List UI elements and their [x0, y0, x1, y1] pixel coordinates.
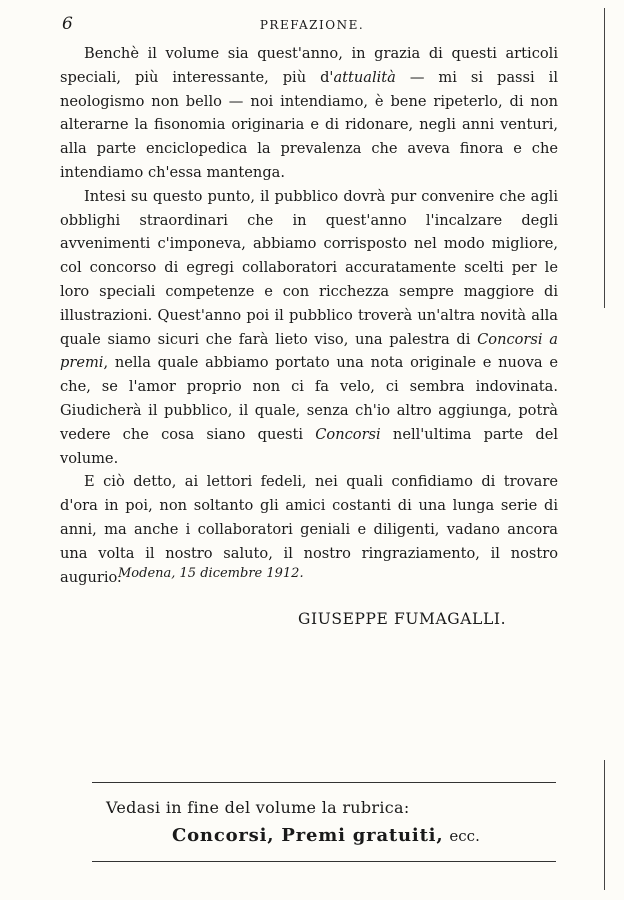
p1-italic: attualità — [333, 68, 396, 86]
paragraph-2 — [60, 185, 558, 471]
page-edge-line-lower — [604, 760, 605, 890]
page-edge-line — [604, 8, 605, 308]
preface-body — [60, 42, 558, 589]
p1-text-c: — mi si passi il neologismo non bello — noi intendiamo, è bene ripeterlo, di non alterarne la fisonomia originaria e di ridonare, negli anni venturi, alla parte enciclopedica la prevalenza che aveva finora e che intendiamo ch'essa mantenga. — [60, 68, 558, 181]
p3-text: E ciò detto, ai lettori fedeli, nei quali confidiamo di trovare d'ora in poi, non soltanto gli amici costanti di una lunga serie di anni, ma anche i collaboratori geniali e diligenti, vadano ancora una volta il nostro saluto, il nostro ringraziamento, il nostro augurio. — [60, 473, 558, 586]
notice-line-1: Vedasi in fine del volume la rubrica: — [106, 798, 410, 817]
notice-bottom-rule — [92, 861, 556, 862]
p2-italic-concorsi: Concorsi — [315, 425, 381, 443]
p2-text-a: Intesi su questo punto, il pubblico dovrà pur convenire che agli obblighi straordinari che in quest'anno l'incalzare degli avvenimenti c'imponeva, abbiamo corrisposto nel modo migliore, col concorso di egregi collaboratori accuratamente scelti per le loro speciali competenze e con ricchezza sempre maggiore di illustrazioni. Quest'anno poi il pubblico troverà un'altra novità alla quale siamo sicuri che farà lieto viso, una palestra di — [60, 187, 558, 348]
p1-text-a: Benchè il volume sia quest'anno, in grazia di questi articoli speciali, più interessante, più d' — [60, 45, 558, 86]
dateline: Modena, 15 dicembre 1912. — [118, 566, 304, 581]
p2-text-e: nell'ultima parte del volume. — [60, 425, 558, 467]
paragraph-1 — [60, 42, 558, 185]
p2-italic-concorsi-a-premi: Concorsi a premi — [60, 330, 558, 372]
signature: GIUSEPPE FUMAGALLI. — [298, 610, 507, 628]
notice-bold-text: Concorsi, Premi gratuiti, — [172, 825, 444, 846]
notice-ecc: ecc. — [449, 827, 480, 845]
page-number: 6 — [62, 14, 73, 34]
notice-top-rule — [92, 782, 556, 783]
p2-text-c: , nella quale abbiamo portato una nota originale e nuova e che, se l'amor proprio non ci fa velo, ci sembra indovinata. Giudicherà il pubblico, il quale, senza ch'io altro aggiunga, potrà vedere che cosa siano questi — [60, 354, 558, 443]
notice-line-2 — [172, 825, 480, 846]
running-title: PREFAZIONE. — [259, 18, 365, 32]
